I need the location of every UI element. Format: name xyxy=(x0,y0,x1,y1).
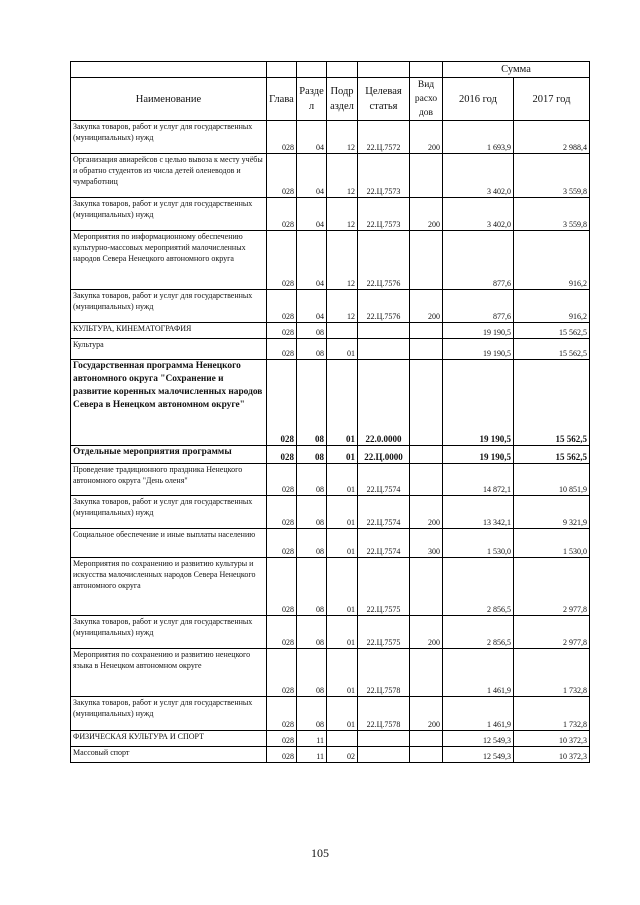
cell-y2017: 1 732,8 xyxy=(514,697,590,731)
cell-name: Закупка товаров, работ и услуг для государственных (муниципальных) нужд xyxy=(71,697,267,731)
cell-vid: 200 xyxy=(410,290,443,323)
cell-y2016: 19 190,5 xyxy=(443,323,514,339)
budget-table xyxy=(70,61,590,763)
cell-name: Массовый спорт xyxy=(71,747,267,763)
cell-y2016: 1 530,0 xyxy=(443,529,514,558)
cell-glava: 028 xyxy=(267,360,297,446)
cell-name: КУЛЬТУРА, КИНЕМАТОГРАФИЯ xyxy=(71,323,267,339)
cell-target xyxy=(358,339,410,360)
cell-target: 22.Ц.7574 xyxy=(358,529,410,558)
cell-y2016: 19 190,5 xyxy=(443,446,514,464)
header-2017: 2017 год xyxy=(514,78,590,121)
cell-vid xyxy=(410,464,443,496)
cell-vid xyxy=(410,360,443,446)
header-empty-cell xyxy=(327,62,358,78)
cell-razdel: 04 xyxy=(297,154,327,198)
cell-podrazdel: 12 xyxy=(327,154,358,198)
cell-target: 22.Ц.0000 xyxy=(358,446,410,464)
cell-vid xyxy=(410,231,443,290)
cell-podrazdel: 12 xyxy=(327,121,358,154)
cell-razdel: 08 xyxy=(297,529,327,558)
cell-target: 22.Ц.7575 xyxy=(358,558,410,616)
cell-podrazdel: 12 xyxy=(327,290,358,323)
cell-vid xyxy=(410,747,443,763)
cell-podrazdel: 01 xyxy=(327,339,358,360)
table-row xyxy=(71,496,590,529)
table-row xyxy=(71,154,590,198)
cell-name: Мероприятия по сохранению и развитию культуры и искусства малочисленных народов Севера Ненецкого автономного округа xyxy=(71,558,267,616)
cell-target: 22.Ц.7572 xyxy=(358,121,410,154)
cell-podrazdel: 01 xyxy=(327,558,358,616)
header-empty-cell xyxy=(71,62,267,78)
table-row xyxy=(71,446,590,464)
cell-podrazdel: 01 xyxy=(327,496,358,529)
cell-name: Социальное обеспечение и иные выплаты населению xyxy=(71,529,267,558)
cell-razdel: 04 xyxy=(297,231,327,290)
cell-name: Государственная программа Ненецкого автономного округа "Сохранение и развитие коренных малочисленных народов Севера в Ненецком автономном округе" xyxy=(71,360,267,446)
cell-podrazdel: 02 xyxy=(327,747,358,763)
cell-name: Закупка товаров, работ и услуг для государственных (муниципальных) нужд xyxy=(71,616,267,649)
cell-y2016: 13 342,1 xyxy=(443,496,514,529)
cell-vid xyxy=(410,558,443,616)
cell-razdel: 08 xyxy=(297,697,327,731)
cell-razdel: 08 xyxy=(297,323,327,339)
cell-y2017: 2 977,8 xyxy=(514,558,590,616)
cell-glava: 028 xyxy=(267,446,297,464)
cell-vid: 200 xyxy=(410,496,443,529)
cell-y2017: 916,2 xyxy=(514,231,590,290)
cell-glava: 028 xyxy=(267,339,297,360)
header-empty-cell xyxy=(410,62,443,78)
cell-podrazdel: 12 xyxy=(327,198,358,231)
cell-y2016: 19 190,5 xyxy=(443,360,514,446)
cell-podrazdel: 01 xyxy=(327,616,358,649)
cell-name: Закупка товаров, работ и услуг для государственных (муниципальных) нужд xyxy=(71,496,267,529)
header-sum: Сумма xyxy=(443,62,590,78)
header-2016: 2016 год xyxy=(443,78,514,121)
page-number: 105 xyxy=(311,846,329,860)
cell-razdel: 08 xyxy=(297,446,327,464)
cell-name: Закупка товаров, работ и услуг для государственных (муниципальных) нужд xyxy=(71,198,267,231)
header-empty-cell xyxy=(267,62,297,78)
cell-target: 22.0.0000 xyxy=(358,360,410,446)
cell-glava: 028 xyxy=(267,464,297,496)
cell-glava: 028 xyxy=(267,529,297,558)
cell-y2017: 1 732,8 xyxy=(514,649,590,697)
cell-podrazdel: 01 xyxy=(327,446,358,464)
cell-vid xyxy=(410,731,443,747)
header-glava: Глава xyxy=(267,78,297,121)
cell-target: 22.Ц.7576 xyxy=(358,290,410,323)
cell-vid: 200 xyxy=(410,616,443,649)
cell-razdel: 04 xyxy=(297,121,327,154)
cell-razdel: 04 xyxy=(297,290,327,323)
cell-name: Мероприятия по информационному обеспечению культурно-массовых мероприятий малочисленных народов Севера Ненецкого автономного округа xyxy=(71,231,267,290)
table-row xyxy=(71,649,590,697)
cell-glava: 028 xyxy=(267,558,297,616)
cell-vid xyxy=(410,339,443,360)
header-podrazdel: Подр аздел xyxy=(327,78,358,121)
cell-razdel: 08 xyxy=(297,558,327,616)
cell-vid xyxy=(410,649,443,697)
cell-y2017: 3 559,8 xyxy=(514,198,590,231)
header-row xyxy=(71,78,590,121)
table-row xyxy=(71,558,590,616)
cell-razdel: 04 xyxy=(297,198,327,231)
cell-target xyxy=(358,747,410,763)
cell-glava: 028 xyxy=(267,198,297,231)
cell-y2017: 9 321,9 xyxy=(514,496,590,529)
cell-podrazdel: 12 xyxy=(327,231,358,290)
cell-y2016: 2 856,5 xyxy=(443,616,514,649)
cell-target xyxy=(358,323,410,339)
cell-podrazdel: 01 xyxy=(327,464,358,496)
cell-glava: 028 xyxy=(267,649,297,697)
cell-target: 22.Ц.7578 xyxy=(358,697,410,731)
cell-vid: 200 xyxy=(410,697,443,731)
cell-y2017: 10 372,3 xyxy=(514,747,590,763)
cell-razdel: 08 xyxy=(297,360,327,446)
table-row xyxy=(71,464,590,496)
cell-vid: 200 xyxy=(410,121,443,154)
table-row xyxy=(71,747,590,763)
cell-razdel: 08 xyxy=(297,496,327,529)
cell-glava: 028 xyxy=(267,154,297,198)
cell-vid xyxy=(410,446,443,464)
cell-target: 22.Ц.7578 xyxy=(358,649,410,697)
cell-glava: 028 xyxy=(267,697,297,731)
cell-target: 22.Ц.7576 xyxy=(358,231,410,290)
cell-vid xyxy=(410,323,443,339)
table-row xyxy=(71,339,590,360)
cell-y2017: 2 988,4 xyxy=(514,121,590,154)
cell-target: 22.Ц.7573 xyxy=(358,154,410,198)
cell-y2017: 15 562,5 xyxy=(514,360,590,446)
cell-y2017: 3 559,8 xyxy=(514,154,590,198)
table-row xyxy=(71,731,590,747)
header-name: Наименование xyxy=(71,78,267,121)
cell-target: 22.Ц.7575 xyxy=(358,616,410,649)
cell-y2016: 877,6 xyxy=(443,290,514,323)
cell-glava: 028 xyxy=(267,731,297,747)
cell-name: Культура xyxy=(71,339,267,360)
cell-name: Проведение традиционного праздника Ненецкого автономного округа "День оленя" xyxy=(71,464,267,496)
cell-razdel: 11 xyxy=(297,747,327,763)
cell-y2016: 3 402,0 xyxy=(443,198,514,231)
cell-vid: 200 xyxy=(410,198,443,231)
cell-y2017: 15 562,5 xyxy=(514,446,590,464)
cell-podrazdel xyxy=(327,731,358,747)
cell-y2016: 12 549,3 xyxy=(443,747,514,763)
cell-podrazdel: 01 xyxy=(327,360,358,446)
table-row xyxy=(71,529,590,558)
table-row xyxy=(71,697,590,731)
table-row xyxy=(71,198,590,231)
header-row-sum xyxy=(71,62,590,78)
cell-y2017: 916,2 xyxy=(514,290,590,323)
cell-podrazdel: 01 xyxy=(327,529,358,558)
cell-glava: 028 xyxy=(267,616,297,649)
cell-y2016: 19 190,5 xyxy=(443,339,514,360)
cell-y2016: 14 872,1 xyxy=(443,464,514,496)
table-row xyxy=(71,231,590,290)
header-target: Целевая статья xyxy=(358,78,410,121)
table-row xyxy=(71,616,590,649)
header-razdel: Разде л xyxy=(297,78,327,121)
cell-y2017: 10 851,9 xyxy=(514,464,590,496)
cell-glava: 028 xyxy=(267,121,297,154)
cell-glava: 028 xyxy=(267,747,297,763)
cell-target xyxy=(358,731,410,747)
cell-glava: 028 xyxy=(267,290,297,323)
cell-razdel: 08 xyxy=(297,339,327,360)
cell-target: 22.Ц.7574 xyxy=(358,496,410,529)
header-empty-cell xyxy=(358,62,410,78)
cell-y2016: 1 693,9 xyxy=(443,121,514,154)
cell-razdel: 11 xyxy=(297,731,327,747)
cell-name: ФИЗИЧЕСКАЯ КУЛЬТУРА И СПОРТ xyxy=(71,731,267,747)
cell-y2017: 2 977,8 xyxy=(514,616,590,649)
cell-name: Закупка товаров, работ и услуг для государственных (муниципальных) нужд xyxy=(71,290,267,323)
cell-razdel: 08 xyxy=(297,616,327,649)
cell-vid xyxy=(410,154,443,198)
cell-glava: 028 xyxy=(267,231,297,290)
cell-y2016: 1 461,9 xyxy=(443,649,514,697)
cell-razdel: 08 xyxy=(297,649,327,697)
cell-razdel: 08 xyxy=(297,464,327,496)
cell-y2017: 10 372,3 xyxy=(514,731,590,747)
cell-vid: 300 xyxy=(410,529,443,558)
cell-podrazdel xyxy=(327,323,358,339)
table-body xyxy=(71,121,590,763)
table-row xyxy=(71,121,590,154)
cell-glava: 028 xyxy=(267,496,297,529)
cell-target: 22.Ц.7573 xyxy=(358,198,410,231)
cell-y2017: 1 530,0 xyxy=(514,529,590,558)
cell-podrazdel: 01 xyxy=(327,649,358,697)
cell-y2017: 15 562,5 xyxy=(514,323,590,339)
header-empty-cell xyxy=(297,62,327,78)
table-row xyxy=(71,323,590,339)
cell-y2016: 877,6 xyxy=(443,231,514,290)
cell-name: Мероприятия по сохранению и развитию ненецкого языка в Ненецком автономном округе xyxy=(71,649,267,697)
cell-name: Отдельные мероприятия программы xyxy=(71,446,267,464)
table-row xyxy=(71,290,590,323)
cell-y2016: 3 402,0 xyxy=(443,154,514,198)
cell-name: Организация авиарейсов с целью вывоза к месту учёбы и обратно студентов из числа детей оленеводов и чумработниц xyxy=(71,154,267,198)
cell-y2017: 15 562,5 xyxy=(514,339,590,360)
cell-y2016: 2 856,5 xyxy=(443,558,514,616)
cell-y2016: 1 461,9 xyxy=(443,697,514,731)
cell-name: Закупка товаров, работ и услуг для государственных (муниципальных) нужд xyxy=(71,121,267,154)
cell-glava: 028 xyxy=(267,323,297,339)
cell-podrazdel: 01 xyxy=(327,697,358,731)
cell-target: 22.Ц.7574 xyxy=(358,464,410,496)
cell-y2016: 12 549,3 xyxy=(443,731,514,747)
header-vid: Вид расхо дов xyxy=(410,78,443,121)
table-row xyxy=(71,360,590,446)
